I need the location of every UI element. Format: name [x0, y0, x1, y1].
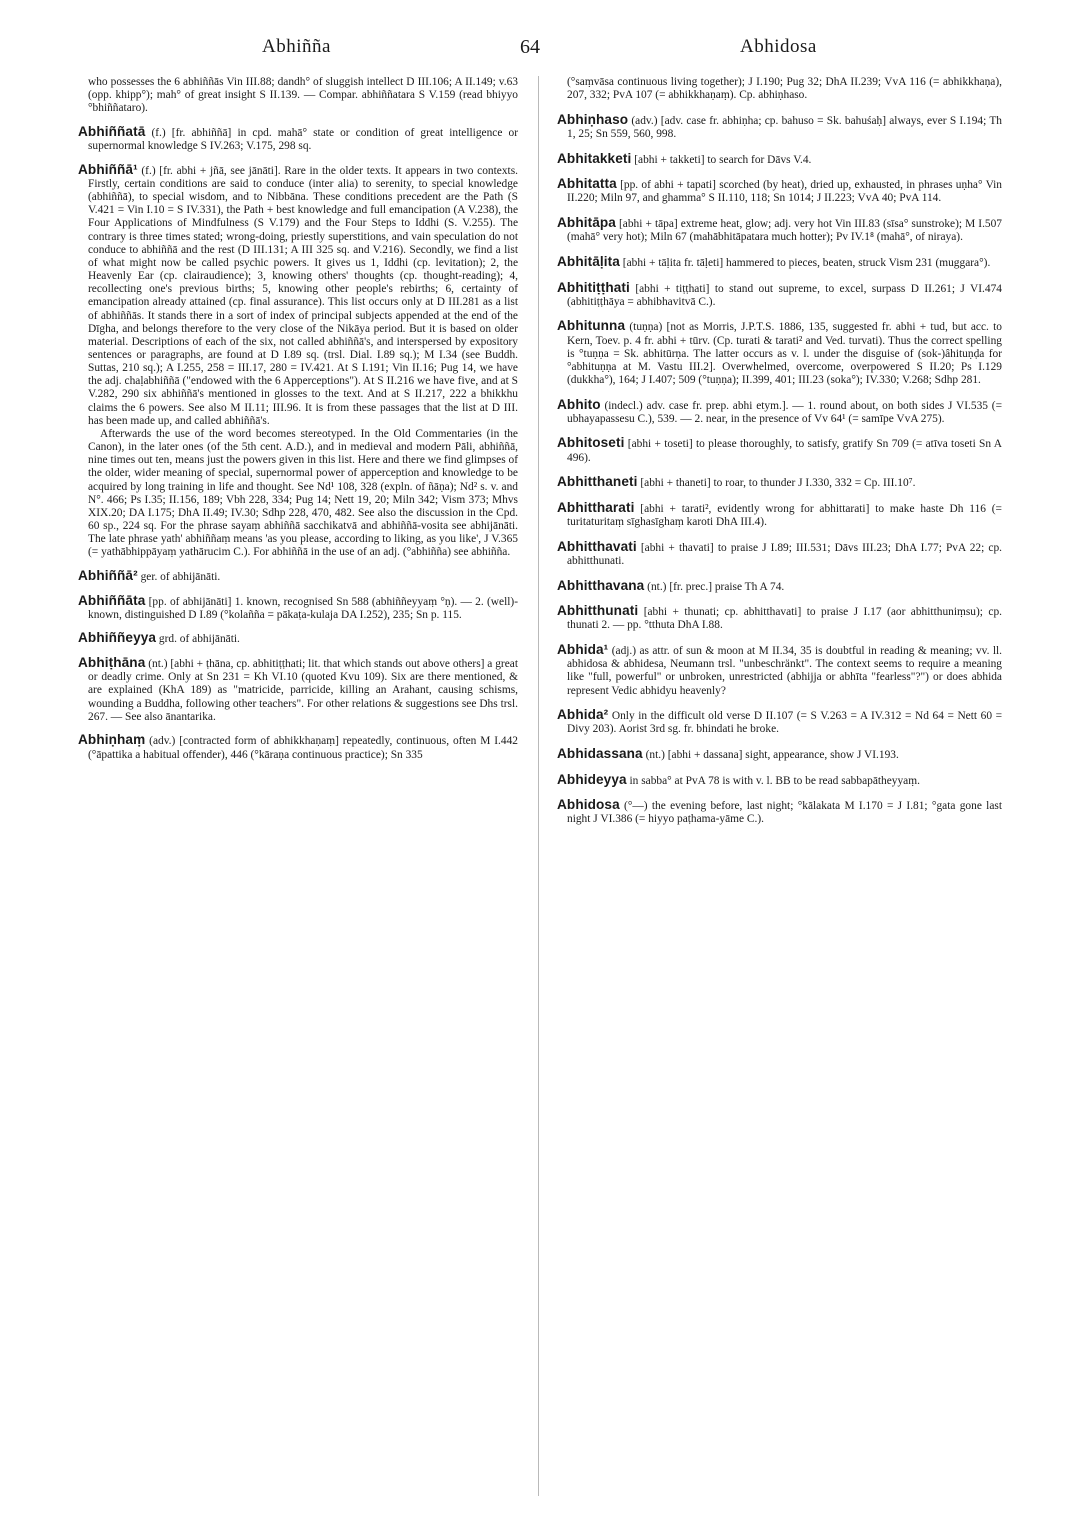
entry-headword: Abhitoseti — [557, 435, 625, 451]
entry-text: [abhi + toseti] to please thoroughly, to satisfy, gratify Sn 709 (= atīva toseti Sn A 496). — [567, 438, 1002, 464]
entry-text: [abhi + thaneti] to roar, to thunder J I.330, 332 = Cp. III.10⁷. — [640, 477, 916, 490]
dictionary-entry — [555, 76, 1002, 102]
entry-text: [abhi + tiṭṭhati] to stand out supreme, to excel, surpass D II.261; J VI.474 (abhitiṭṭhāya = abhibhavitvā C.). — [567, 282, 1002, 308]
entry-headword: Abhiññā¹ — [78, 161, 138, 177]
right-column — [555, 76, 1002, 837]
entry-headword: Abhitiṭṭhati — [557, 279, 630, 295]
entry-headword: Abhitāḷita — [557, 253, 620, 269]
entry-headword: Abhittharati — [557, 499, 635, 515]
entry-text: [abhi + thunati; cp. abhitthavati] to praise J I.17 (aor abhitthuniṃsu); cp. thunati 2. — pp. °tthuta DhA I.88. — [567, 606, 1002, 632]
entry-text: Only in the difficult old verse D II.107 (= S V.263 = A IV.312 = Nd 64 = Nett 60 = Divy 203). Aorist 3rd sg. fr. bhindati he broke. — [567, 710, 1003, 736]
entry-text: (indecl.) adv. case fr. prep. abhi etym.]. — 1. round about, on both sides J VI.535 (= ubhayapassesu C.), 539. — 2. near, in the presence of Vv 64¹ (= samīpe VvA 275). — [567, 399, 1002, 425]
entry-text: (tuṇṇa) [not as Morris, J.P.T.S. 1886, 135, suggested fr. abhi + tud, but acc. to Kern, Toev. p. 4 fr. abhi + tūrv. (Cp. turati & tarati² and Ved. turvati). Thus the correct spelling is °tuṇṇa = Sk. abhitūrṇa. The latter occurs as v. l. under the disguise of (sok-)âhituṇḍa for °abhituṇṇa at M. Vastu III.2]. Overwhelmed, overcome, overpowered S II.20; Ps I.129 (dukkha°), 164; J I.407; 509 (°tuṇṇa); II.399, 401; III.23 (soka°); IV.330; V.268; Sdhp 281. — [567, 321, 1002, 386]
dictionary-entry — [76, 656, 518, 724]
entry-text: grd. of abhijānāti. — [158, 633, 240, 646]
page-header — [0, 36, 1073, 64]
dictionary-entry — [555, 604, 1002, 632]
entry-text: [abhi + thavati] to praise J I.89; III.531; Dāvs III.23; DhA I.77; PvA 22; cp. abhitthunati. — [567, 541, 1002, 567]
left-guide-word: Abhiñña — [262, 36, 331, 57]
entry-text: ger. of abhijānāti. — [140, 570, 221, 583]
entry-headword: Abhito — [557, 396, 601, 412]
dictionary-entry — [555, 398, 1002, 426]
dictionary-entry — [555, 216, 1002, 244]
entry-headword: Abhida¹ — [557, 642, 609, 658]
entry-headword: Abhiññeyya — [78, 630, 157, 646]
entry-text: (nt.) [abhi + ṭhāna, cp. abhitiṭṭhati; lit. that which stands out above others] a great or deadly crime. Only at Sn 231 = Kh VI.10 (quoted Kvu 109). Six are there mentioned, & are explained (KhA 189) as "matricide, parricide, killing an Arahant, causing schisms, wounding a Buddha, following other teachers". For other relations & suggestions see Dhs trsl. 267. — See also ānantarika. — [88, 658, 518, 723]
dictionary-entry — [555, 540, 1002, 568]
entry-headword: Abhitthunati — [557, 603, 639, 619]
dictionary-entry — [555, 319, 1002, 387]
entry-headword: Abhitunna — [557, 318, 626, 334]
dictionary-entry — [555, 281, 1002, 309]
entry-headword: Abhiṇhaṃ — [78, 732, 146, 748]
entry-text: (f.) [fr. abhiññā] in cpd. mahā° state or condition of great intelligence or supernormal knowledge S IV.263; V.175, 298 sq. — [88, 126, 518, 153]
entry-text: [abhi + tāpa] extreme heat, glow; adj. very hot Vin III.83 (sīsa° sunstroke); M I.507 (mahā° very hot); Miln 67 (mahābhitāpatara much hotter); Pv IV.1⁸ (mahā°, of niraya). — [567, 218, 1002, 244]
entry-headword: Abhitāpa — [557, 215, 616, 231]
entry-text: (nt.) [abhi + dassana] sight, appearance, show J VI.193. — [645, 748, 899, 761]
entry-headword: Abhiññatā — [78, 123, 146, 139]
entry-headword: Abhitatta — [557, 176, 617, 192]
page-number: 64 — [520, 36, 540, 58]
entry-text: [pp. of abhijānāti] 1. known, recognised Sn 588 (abhiññeyyaṃ °ṇ). — 2. (well)-known, distinguished D I.89 (°kolañña = pākaṭa-kulaja DA I.252), 235; Sn p. 115. — [88, 595, 518, 621]
dictionary-entry — [555, 436, 1002, 464]
left-column — [76, 76, 518, 771]
entry-text: (nt.) [fr. prec.] praise Th A 74. — [647, 580, 785, 593]
column-divider — [538, 76, 539, 1496]
entry-headword: Abhitthavati — [557, 538, 637, 554]
entry-headword: Abhida² — [557, 707, 609, 723]
dictionary-entry — [555, 579, 1002, 594]
dictionary-entry — [555, 152, 1002, 167]
entry-headword: Abhideyya — [557, 771, 627, 787]
entry-text: [pp. of abhi + tapati] scorched (by heat), dried up, exhausted, in phrases uṇha° Vin II.220; Miln 97, and ghamma° S II.110, 118; Sn 1014; J II.223; VvA 40; PvA 114. — [567, 179, 1002, 205]
dictionary-entry — [555, 747, 1002, 762]
entry-text: (°—) the evening before, last night; °kālakata M I.170 = J I.81; °gata gone last night J VI.386 (= hiyyo paṭhama-yāme C.). — [567, 800, 1002, 826]
dictionary-entry — [76, 631, 518, 646]
dictionary-entry — [76, 76, 518, 115]
dictionary-entry — [76, 594, 518, 622]
dictionary-entry — [76, 125, 518, 153]
dictionary-entry — [76, 163, 518, 560]
entry-headword: Abhiññā² — [78, 567, 138, 583]
entry-text: (adv.) [contracted form of abhikkhaṇaṃ] repeatedly, continuous, often M I.442 (°āpattika a habitual offender), 446 (°kāraṇa continuous practice); Sn 335 — [88, 735, 518, 761]
dictionary-entry — [555, 708, 1002, 736]
entry-headword: Abhidassana — [557, 745, 643, 761]
dictionary-entry — [555, 798, 1002, 826]
entry-headword: Abhiññāta — [78, 592, 146, 608]
entry-text: in sabba° at PvA 78 is with v. l. BB to be read sabbapātheyyaṃ. — [629, 774, 920, 787]
entry-text: who possesses the 6 abhiññās Vin III.88; dandh° of sluggish intellect D III.106; A II.149; v.63 (opp. khipp°); mah° of great insight S II.139. — Compar. abhiññatara S V.159 (read bhiyyo °bhiññataro). — [88, 76, 518, 115]
entry-text: (°saṃvāsa continuous living together); J I.190; Pug 32; DhA II.239; VvA 116 (= abhikkhaṇa), 207, 332; PvA 107 (= abhikkhaṇaṃ). Cp. abhiṇhaso. — [567, 76, 1002, 102]
entry-text: (f.) [fr. abhi + jñā, see jānāti]. Rare in the older texts. It appears in two contexts. Firstly, certain conditions are said to conduce (inter alia) to serenity, to special knowledge (abhiññā), to special wisdom, and to Nibbāna. These conditions precedent are the Path (S V.421 = Vin I.10 = S IV.331), the Path + best knowledge and full emancipation (A V.238), the Four Applications of Mindfulness (S V.179) and the Four Steps to Iddhi (S. V.255). The contrary is three times stated; wrong-doing, priestly superstitions, and vain speculation do not conduce to abhiññā and the rest (D III.131; A III 325 sq. and V.216). Secondly, we find a list of what might now be called psychic powers. It gives us 1, Iddhi (cp. levitation); 2, the Heavenly Ear (cp. clairaudience); 3, knowing others' thoughts (cp. thought-reading); 4, recollecting one's previous births; 5, knowing other people's rebirths; 6, certainty of emancipation already attained (cp. final assurance). This list occurs only at D III.281 as a list of abhiññās. It stands there in a sort of index of principal subjects appended at the end of the Dīgha, and belongs therefore to the very close of the Nikāya period. But it is based on older material. Descriptions of each of the six, not called abhiññā's, and interspersed by expository sentences or paragraphs, are found at D I.89 sq. (trsl. Dial. I.89 sq.); M I.34 (see Buddh. Suttas, 210 sq.); A I.255, 258 = III.17, 280 = IV.421. At S I.191; Vin II.16; Pug 14, we have the adj. chaḷabhiññā ("endowed with the 6 Apperceptions"). At S II.216 we have five, and at S V.282, 290 six abhiññā's mentioned in glosses to the text. And at S II.217, 222 a bhikkhu claims the 6 powers. See also M II.11; III.96. It is from these passages that the list at D III. has been made up, and called abhiññā's. — [88, 164, 518, 427]
entry-text: [abhi + takketi] to search for Dāvs V.4. — [634, 153, 812, 166]
dictionary-entry — [555, 501, 1002, 529]
dictionary-entry — [76, 733, 518, 761]
dictionary-entry — [555, 177, 1002, 205]
dictionary-entry — [555, 643, 1002, 698]
entry-headword: Abhiṭhāna — [78, 655, 146, 671]
entry-text: [abhi + tāḷita fr. tāḷeti] hammered to pieces, beaten, struck Vism 231 (muggara°). — [622, 256, 991, 269]
entry-text: (adj.) as attr. of sun & moon at M II.34, 35 is doubtful in reading & meaning; vv. ll. abhidosa & abhidesa, Neumann trsl. "unbeschränkt". The context seems to require a meaning like "full, powerful" or unbroken, unrestricted (abhijja or abhīta "fearless"?") or does abhida represent Vedic abhidyu heavenly? — [567, 645, 1002, 697]
entry-continuation: Afterwards the use of the word becomes stereotyped. In the Old Commentaries (in the Canon), in the later ones (of the 5th cent. A.D.), and in medieval and modern Pāli, abhiññā, nine times out ten, means just the powers given in this list. Here and there we find glimpses of the older, wider meaning of special, supernormal power of apperception and knowledge to be acquired by long training in life and thought. See Nd¹ 108, 328 (expln. of ñāṇa); Nd² s. v. and N°. 466; Ps I.35; II.156, 189; Vbh 228, 334; Pug 14; Nett 19, 20; Miln 342; Vism 373; Mhvs XIX.20; DA I.175; DhA II.49; IV.30; Sdhp 228, 470, 482. See also the discussion in the Cpd. 60 sp., 224 sq. For the phrase sayaṃ abhiññā sacchikatvā and abhiññā-vosita see abhijānāti. The late phrase yath' abhiññaṃ means 'as you please, according to liking, as you like', J V.365 (= yathābhippāyaṃ yathārucim C.). For abhiññā in the use of an adj. (°abhiñña) see abhiñña. — [88, 427, 518, 559]
dictionary-entry — [555, 255, 1002, 270]
entry-text: [abhi + tarati², evidently wrong for abhittarati] to make haste Dh 116 (= turitaturitaṃ sīghasīghaṃ karoti DhA III.4). — [567, 502, 1002, 529]
entry-headword: Abhiṇhaso — [557, 111, 629, 127]
dictionary-entry — [76, 569, 518, 584]
dictionary-entry — [555, 475, 1002, 490]
dictionary-entry — [555, 113, 1002, 141]
right-guide-word: Abhidosa — [740, 36, 817, 57]
entry-headword: Abhidosa — [557, 797, 620, 813]
entry-headword: Abhitthavana — [557, 577, 645, 593]
entry-headword: Abhitthaneti — [557, 474, 638, 490]
entry-text: (adv.) [adv. case fr. abhiṇha; cp. bahuso = Sk. bahuśaḥ] always, ever S I.194; Th 1, 25; Sn 559, 560, 998. — [567, 114, 1002, 140]
dictionary-entry — [555, 773, 1002, 788]
entry-headword: Abhitakketi — [557, 150, 632, 166]
